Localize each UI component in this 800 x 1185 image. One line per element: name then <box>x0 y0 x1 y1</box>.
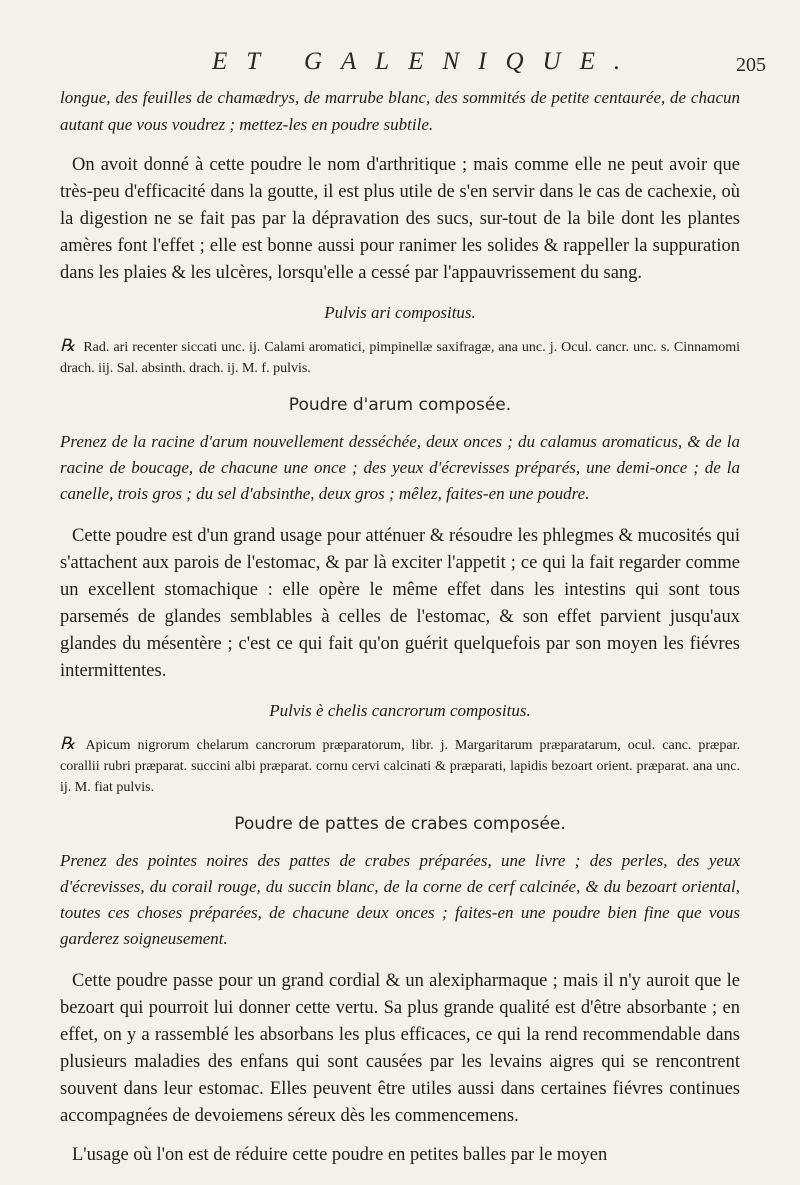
latin-recipe-2 <box>60 733 740 798</box>
paragraph-crabes: Cette poudre passe pour un grand cordial & un alexipharmaque ; mais il n'y auroit que le bezoart qui pourroit lui donner cette vertu. Sa plus grande qualité est d'être absorbante ; en effet, on y a rassemblé les absorbans les plus efficaces, ce qui la rend recommendable dans plusieurs maladies des enfans qui sont causées par les levains aigres qui se rencontrent souvent dans leur estomac. Elles peuvent être utiles aussi dans certaines fiévres continues accompagnées de devoiemens séreux dès les commencemens. <box>60 971 740 1126</box>
french-recipe-title-2: Poudre de pattes de crabes composée. <box>234 814 566 834</box>
page-header <box>0 42 800 82</box>
french-recipe-title-1: Poudre d'arum composée. <box>288 395 512 415</box>
french-recipe-1: Prenez de la racine d'arum nouvellement desséchée, deux onces ; du calamus aromaticus, & de la racine de boucage, de chacune une once ; des yeux d'écrevisses préparés, une demi-once ; de la canelle, trois gros ; du sel d'absinthe, deux gros ; mêlez, faites-en une poudre. <box>60 432 740 503</box>
latin-recipe-title-2: Pulvis è chelis cancrorum compositus. <box>269 701 531 720</box>
latin-recipe-title-1: Pulvis ari compositus. <box>324 303 476 322</box>
paragraph-arum: Cette poudre est d'un grand usage pour atténuer & résoudre les phlegmes & mucosités qui s'attachent aux parois de l'estomac, & par là exciter l'appetit ; ce qui la fait regarder comme un excellent stomachique : elle opère le même effet dans les intestins qui sont tous parsemés de glandes semblables à celles de l'estomac, & son effet parvient jusqu'aux glandes du mésentère ; c'est ce qui fait qu'on guérit quelquefois par son moyen les fiévres intermittentes. <box>60 526 740 681</box>
latin-recipe-text-1: Rad. ari recenter siccati unc. ij. Calami aromatici, pimpinellæ saxifragæ, ana unc. j. Ocul. cancr. unc. s. Cinnamomi drach. iij. Sal. absinth. drach. ij. M. f. pulvis. <box>60 340 740 376</box>
latin-recipe-1 <box>60 335 740 379</box>
page-number: 205 <box>736 54 766 76</box>
last-line: L'usage où l'on est de réduire cette poudre en petites balles par le moyen <box>72 1145 608 1165</box>
latin-recipe-text-2: Apicum nigrorum chelarum cancrorum præparatorum, libr. j. Margaritarum præparatarum, ocul. canc. præpar. corallii rubri præparat. succini albi præparat. cornu cervi calcinati & præparati, lapidis bezoart orient. præparat. ana unc. ij. M. fiat pulvis. <box>60 738 740 795</box>
paragraph-arthritique: On avoit donné à cette poudre le nom d'arthritique ; mais comme elle ne peut avoir que très-peu d'efficacité dans la goutte, il est plus utile de s'en servir dans le cas de cachexie, où la digestion ne se fait pas par la dépravation des sucs, sur-tout de la bile dont les plantes amères font l'effet ; elle est bonne aussi pour ranimer les solides & rappeller la suppuration dans les plaies & les ulcères, lorsqu'elle a cessé par l'appauvrissement du sang. <box>60 155 740 283</box>
lead-paragraph: longue, des feuilles de chamædrys, de marrube blanc, des sommités de petite centaurée, de chacun autant que vous voudrez ; mettez-les en poudre subtile. <box>60 88 740 134</box>
recipe-symbol: ℞ <box>60 734 76 753</box>
running-head: ET GALENIQUE. <box>212 48 640 75</box>
french-recipe-2: Prenez des pointes noires des pattes de crabes préparées, une livre ; des perles, des yeux d'écrevisses, du corail rouge, du succin blanc, de la corne de cerf calcinée, & du bezoart oriental, toutes ces choses préparées, de chacune deux onces ; faites-en une poudre bien fine que vous garderez soigneusement. <box>60 851 740 948</box>
recipe-symbol: ℞ <box>60 336 76 355</box>
page-content <box>60 84 740 1185</box>
